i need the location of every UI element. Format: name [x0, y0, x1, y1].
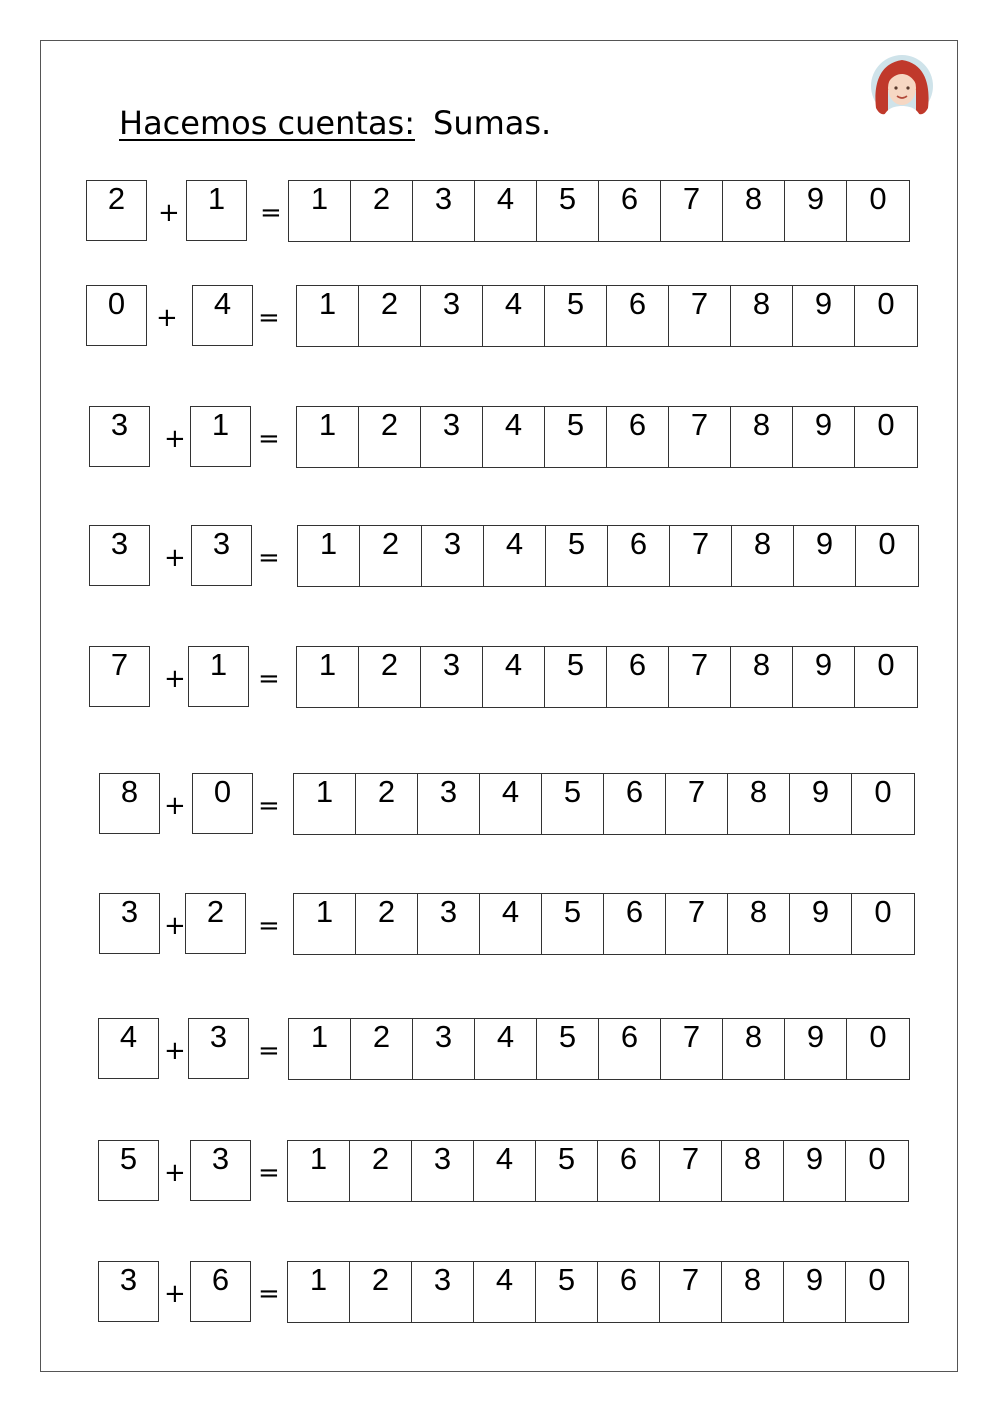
answer-choice-6[interactable]: 6 — [607, 286, 669, 346]
plus-sign: + — [164, 664, 186, 694]
equals-sign: = — [258, 911, 280, 941]
answer-choice-8[interactable]: 8 — [731, 286, 793, 346]
answer-choice-2[interactable]: 2 — [359, 286, 421, 346]
addend-b-box: 3 — [191, 525, 252, 586]
answer-choice-4[interactable]: 4 — [480, 894, 542, 954]
equals-sign: = — [258, 543, 280, 573]
answer-choice-9[interactable]: 9 — [785, 1019, 847, 1079]
answer-choice-2[interactable]: 2 — [360, 526, 422, 586]
answer-choice-4[interactable]: 4 — [474, 1262, 536, 1322]
answer-choices — [287, 1261, 909, 1323]
addend-b-box: 3 — [188, 1018, 249, 1079]
answer-choice-3[interactable]: 3 — [421, 407, 483, 467]
girl-avatar-icon — [868, 50, 936, 122]
answer-choice-7[interactable]: 7 — [669, 647, 731, 707]
answer-choice-2[interactable]: 2 — [350, 1262, 412, 1322]
plus-sign: + — [156, 303, 178, 333]
answer-choice-0[interactable]: 0 — [869, 1019, 887, 1054]
answer-choice-4[interactable]: 4 — [475, 181, 537, 241]
addend-a-box: 0 — [86, 285, 147, 346]
answer-choice-1[interactable]: 1 — [294, 894, 356, 954]
answer-choices — [287, 1140, 909, 1202]
plus-sign: + — [158, 198, 180, 228]
addend-b-box: 1 — [186, 180, 247, 241]
answer-choice-7[interactable]: 7 — [669, 286, 731, 346]
answer-choices — [297, 525, 919, 587]
answer-choices — [288, 1018, 910, 1080]
answer-choice-7[interactable]: 7 — [670, 526, 732, 586]
addend-b-box: 1 — [190, 406, 251, 467]
addend-b-box: 6 — [190, 1261, 251, 1322]
answer-choice-2[interactable]: 2 — [350, 1141, 412, 1201]
answer-choice-5[interactable]: 5 — [537, 181, 599, 241]
answer-choice-4[interactable]: 4 — [475, 1019, 537, 1079]
plus-sign: + — [164, 1279, 186, 1309]
answer-choice-9[interactable]: 9 — [785, 181, 847, 241]
answer-choice-1[interactable]: 1 — [297, 407, 359, 467]
equals-sign: = — [258, 1158, 280, 1188]
answer-choice-0[interactable]: 0 — [874, 774, 892, 809]
addend-b-box: 0 — [192, 773, 253, 834]
answer-choice-6[interactable]: 6 — [598, 1141, 660, 1201]
answer-choice-3[interactable]: 3 — [421, 647, 483, 707]
equals-sign: = — [258, 1279, 280, 1309]
answer-choice-3[interactable]: 3 — [421, 286, 483, 346]
answer-choice-2[interactable]: 2 — [356, 774, 418, 834]
answer-choice-4[interactable]: 4 — [484, 526, 546, 586]
answer-choice-0[interactable]: 0 — [868, 1262, 886, 1297]
answer-choice-5[interactable]: 5 — [546, 526, 608, 586]
answer-choice-4[interactable]: 4 — [483, 286, 545, 346]
answer-choice-3[interactable]: 3 — [412, 1141, 474, 1201]
answer-choice-8[interactable]: 8 — [731, 647, 793, 707]
answer-choice-3[interactable]: 3 — [422, 526, 484, 586]
answer-choice-1[interactable]: 1 — [297, 286, 359, 346]
addend-a-box: 2 — [86, 180, 147, 241]
answer-choice-4[interactable]: 4 — [483, 407, 545, 467]
equals-sign: = — [258, 424, 280, 454]
answer-choice-3[interactable]: 3 — [413, 181, 475, 241]
addend-b-box: 2 — [185, 893, 246, 954]
answer-choice-5[interactable]: 5 — [545, 407, 607, 467]
answer-choice-5[interactable]: 5 — [536, 1262, 598, 1322]
addend-b-box: 3 — [190, 1140, 251, 1201]
answer-choice-9[interactable]: 9 — [790, 894, 852, 954]
addend-a-box: 3 — [98, 1261, 159, 1322]
answer-choices — [293, 773, 915, 835]
addend-a-box: 3 — [89, 525, 150, 586]
answer-choice-8[interactable]: 8 — [722, 1141, 784, 1201]
equals-sign: = — [258, 303, 280, 333]
answer-choice-5[interactable]: 5 — [542, 894, 604, 954]
addend-a-box: 4 — [98, 1018, 159, 1079]
answer-choice-0[interactable]: 0 — [874, 894, 892, 929]
answer-choice-2[interactable]: 2 — [351, 1019, 413, 1079]
equals-sign: = — [258, 791, 280, 821]
title-subject: Sumas. — [433, 104, 552, 142]
equals-sign: = — [260, 198, 282, 228]
addend-a-box: 7 — [89, 646, 150, 707]
addend-b-box: 4 — [192, 285, 253, 346]
answer-choice-7[interactable]: 7 — [660, 1141, 722, 1201]
answer-choice-0[interactable]: 0 — [877, 647, 895, 682]
answer-choice-6[interactable]: 6 — [598, 1262, 660, 1322]
answer-choice-2[interactable]: 2 — [359, 407, 421, 467]
answer-choice-0[interactable]: 0 — [877, 407, 895, 442]
answer-choice-8[interactable]: 8 — [723, 181, 785, 241]
answer-choice-8[interactable]: 8 — [728, 774, 790, 834]
equals-sign: = — [258, 1036, 280, 1066]
answer-choice-0[interactable]: 0 — [878, 526, 896, 561]
answer-choice-1[interactable]: 1 — [298, 526, 360, 586]
answer-choice-5[interactable]: 5 — [545, 286, 607, 346]
answer-choice-1[interactable]: 1 — [297, 647, 359, 707]
answer-choice-6[interactable]: 6 — [607, 647, 669, 707]
answer-choice-4[interactable]: 4 — [480, 774, 542, 834]
answer-choice-0[interactable]: 0 — [868, 1141, 886, 1176]
answer-choice-2[interactable]: 2 — [356, 894, 418, 954]
answer-choice-2[interactable]: 2 — [359, 647, 421, 707]
answer-choice-6[interactable]: 6 — [604, 774, 666, 834]
answer-choice-8[interactable]: 8 — [731, 407, 793, 467]
answer-choice-3[interactable]: 3 — [418, 774, 480, 834]
answer-choice-6[interactable]: 6 — [599, 1019, 661, 1079]
addend-a-box: 3 — [99, 893, 160, 954]
equals-sign: = — [258, 664, 280, 694]
answer-choice-3[interactable]: 3 — [412, 1262, 474, 1322]
answer-choice-6[interactable]: 6 — [607, 407, 669, 467]
answer-choice-9[interactable]: 9 — [784, 1262, 846, 1322]
plus-sign: + — [164, 791, 186, 821]
answer-choice-4[interactable]: 4 — [483, 647, 545, 707]
answer-choice-7[interactable]: 7 — [669, 407, 731, 467]
answer-choices — [296, 646, 918, 708]
answer-choice-9[interactable]: 9 — [784, 1141, 846, 1201]
plus-sign: + — [164, 911, 186, 941]
answer-choice-5[interactable]: 5 — [542, 774, 604, 834]
answer-choice-1[interactable]: 1 — [288, 1262, 350, 1322]
plus-sign: + — [164, 1036, 186, 1066]
answer-choice-9[interactable]: 9 — [793, 286, 855, 346]
answer-choice-1[interactable]: 1 — [294, 774, 356, 834]
answer-choice-9[interactable]: 9 — [794, 526, 856, 586]
answer-choice-7[interactable]: 7 — [661, 1019, 723, 1079]
answer-choice-9[interactable]: 9 — [790, 774, 852, 834]
answer-choice-1[interactable]: 1 — [289, 1019, 351, 1079]
addend-a-box: 5 — [98, 1140, 159, 1201]
answer-choice-1[interactable]: 1 — [289, 181, 351, 241]
answer-choice-0[interactable]: 0 — [877, 286, 895, 321]
answer-choice-2[interactable]: 2 — [351, 181, 413, 241]
title-underlined: Hacemos cuentas: — [119, 104, 415, 142]
answer-choices — [296, 406, 918, 468]
addend-b-box: 1 — [188, 646, 249, 707]
answer-choice-5[interactable]: 5 — [537, 1019, 599, 1079]
addend-a-box: 3 — [89, 406, 150, 467]
answer-choice-8[interactable]: 8 — [723, 1019, 785, 1079]
answer-choice-8[interactable]: 8 — [728, 894, 790, 954]
answer-choices — [296, 285, 918, 347]
answer-choice-3[interactable]: 3 — [418, 894, 480, 954]
answer-choice-7[interactable]: 7 — [660, 1262, 722, 1322]
answer-choice-6[interactable]: 6 — [604, 894, 666, 954]
answer-choice-7[interactable]: 7 — [661, 181, 723, 241]
addend-a-box: 8 — [99, 773, 160, 834]
plus-sign: + — [164, 1158, 186, 1188]
answer-choice-3[interactable]: 3 — [413, 1019, 475, 1079]
answer-choice-6[interactable]: 6 — [599, 181, 661, 241]
answer-choice-5[interactable]: 5 — [536, 1141, 598, 1201]
answer-choice-1[interactable]: 1 — [288, 1141, 350, 1201]
answer-choice-8[interactable]: 8 — [732, 526, 794, 586]
answer-choice-7[interactable]: 7 — [666, 774, 728, 834]
answer-choices — [288, 180, 910, 242]
answer-choice-5[interactable]: 5 — [545, 647, 607, 707]
answer-choice-8[interactable]: 8 — [722, 1262, 784, 1322]
answer-choice-0[interactable]: 0 — [869, 181, 887, 216]
answer-choice-7[interactable]: 7 — [666, 894, 728, 954]
answer-choices — [293, 893, 915, 955]
page-title — [119, 104, 551, 142]
plus-sign: + — [164, 424, 186, 454]
answer-choice-9[interactable]: 9 — [793, 647, 855, 707]
answer-choice-6[interactable]: 6 — [608, 526, 670, 586]
answer-choice-9[interactable]: 9 — [793, 407, 855, 467]
answer-choice-4[interactable]: 4 — [474, 1141, 536, 1201]
plus-sign: + — [164, 543, 186, 573]
